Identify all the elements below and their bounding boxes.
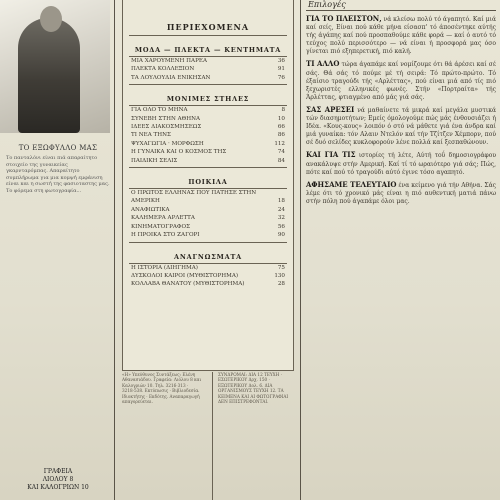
editorial-paragraph [306, 60, 496, 101]
toc-entry[interactable]: ΤΙ ΝΕΑ ΤΗΝΣ 86 [131, 132, 285, 139]
offices-address [4, 468, 112, 492]
toc-entry[interactable]: Η ΓΥΝΑΙΚΑ ΚΑΙ Ο ΚΟΣΜΟΣ ΤΗΣ 74 [131, 149, 285, 156]
cover-description: Το πανταλόνι είναι πιά απαραίτητο στοιχείο της γυναικείας γκαρνταρόμπας. Απαραίτητο συμπλήρωμα για μια κομψή εμφάνιση είναι και η σωστή της φασιοταστης μας. Το φόρεμα στη φωτογραφία... [6, 155, 110, 194]
column-divider [114, 0, 115, 500]
toc-entry[interactable]: ΠΛΕΚΤΑ ΚΟΛΛΕΞΙΟΝ 91 [131, 66, 285, 73]
paragraph-lead: ΓΙΑ ΤΟ ΠΛΕΙΣΤΟΝ, [306, 14, 382, 23]
table-of-contents [122, 0, 294, 371]
paragraph-lead: ΣΑΣ ΑΡΕΣΕΙ [306, 104, 355, 114]
toc-entry[interactable]: ΨΥΧΑΓΩΓΙΑ · ΜΟΡΦΩΣΗ 112 [131, 140, 285, 147]
imprint-details: «Η» Υπεύθυνος Συντάξεως: Ελένη Αθανασιάδου. Γραφεία: Λιόλου 8 και Καλογριών 10. Τηλ. 3216·313 · 3218·538. Εκτύπωσις · Βιβλιοδεσία. Ιδιοκτήτης · Εκδότης. Αναπαραγωγή απαγορεύεται. [122, 372, 202, 405]
column-divider [300, 0, 301, 500]
cover-photo-head [40, 6, 62, 32]
offices-line: ΛΙΟΛΟΥ 8 [42, 476, 74, 483]
imprint-divider [212, 372, 213, 500]
paragraph-lead: ΤΙ ΑΛΛΟ [306, 59, 340, 69]
editorial-paragraph [306, 106, 496, 147]
paragraph-text: νά κλείσω πολύ τό άγαπητό. Καί μιά καί σείς, Είναι πού κάθε μήνα είσασπ' τό άποσέντηκε αύτής τής άγάπης καί πού προσπαθούμε κάθε φορά — καί ό αυτό τό τεύχος πολύ περισσότερο — νά είναι ή προσφορά μας όσο γίνεται πιό εξηπερετική, πιό καλή. [306, 16, 496, 56]
toc-entry[interactable]: ΚΟΛΛΑΒΑ ΘΑΝΑΤΟΥ (ΜΥΘΙΣΤΟΡΗΜΑ) 28 [131, 281, 285, 288]
toc-entry[interactable]: ΓΙΑ ΟΛΟ ΤΟ ΜΗΝΑ 8 [131, 107, 285, 114]
paragraph-text: νά μαθαίνετε τά μικρά καί μεγάλα μυστικά τών διασημοτήτων; Εμείς όμολογούμε πώς μάς ένθουσιάζει ή Ιδέα. «Κους-κους» λοιπόν ό στό νά μάθετε γιά ένα άνδρα καί μιά γυναίκα: τόν Αλαιν Ντελόν καί τήν Τζίτζεν Χέμπορν, πού σέ δυό σελίδες κυκλοφορούν λένε πολλά καί ξεσπαθώνουν. [306, 106, 496, 147]
toc-section-rule [129, 242, 287, 243]
toc-entry[interactable]: ΙΔΕΕΣ ΔΙΑΚΟΣΜΗΣΕΩΣ 66 [131, 124, 285, 131]
cover-photo [0, 0, 110, 133]
paragraph-text: ιστορίες τή λέτε, Αύτή τοΰ δημοσιογράφου ανακάλυψε στήν Αμερική. Καί τί τό ωραιότερο γιά σάς; Πώς, πότε καί πού τό τραγούδι αύτό έγινε τόσο αγαπητό. [306, 152, 496, 176]
toc-section-heading: ΠΟΙΚΙΛΑ [129, 178, 287, 189]
imprint-area [122, 372, 292, 500]
paragraph-lead: ΚΑΙ ΓΙΑ ΤΙΣ [306, 150, 356, 160]
editorial-title: Επιλογές [308, 0, 346, 9]
offices-line: ΚΑΙ ΚΑΛΟΓΡΙΩΝ 10 [27, 484, 89, 491]
toc-section-rule [129, 167, 287, 168]
subscription-details: ΣΥΝΔΡΟΜΑΙ: ΔΙΑ 12 ΤΕΥΧΗ · ΕΣΩΤΕΡΙΚΟΥ Δρχ. 150 · ΕΞΩΤΕΡΙΚΟΥ Δολ. 6. ΔΙΑ ΟΡΓΑΝΙΣΜΟΥΣ ΤΕΥΧΗ 12. ΤΑ ΚΕΙΜΕΝΑ ΚΑΙ ΑΙ ΦΩΤΟΓΡΑΦΙΑΙ ΔΕΝ ΕΠΙΣΤΡΕΦΟΝΤΑΙ. [218, 372, 288, 405]
toc-entry[interactable]: ΑΜΕΡΙΚΗ 18 [131, 198, 285, 205]
toc-entry[interactable]: ΣΥΝΕΒΗ ΣΤΗΝ ΑΘΗΝΑ 10 [131, 115, 285, 122]
toc-entry[interactable]: ΑΝΑΦΙΩΤΙΚΑ 24 [131, 206, 285, 213]
toc-title: ΠΕΡΙΕΧΟΜΕΝΑ [166, 22, 250, 32]
toc-section-heading: ΜΟΔΑ — ΠΛΕΚΤΑ — ΚΕΝΤΗΜΑΤΑ [129, 46, 287, 57]
toc-entry[interactable]: ΔΥΣΚΟΛΟΙ ΚΑΙΡΟΙ (ΜΥΘΙΣΤΟΡΗΜΑ) 130 [131, 272, 285, 279]
toc-section-rule [129, 84, 287, 85]
editorial-paragraph [306, 151, 496, 176]
paragraph-lead: ΑΦΗΣΑΜΕ ΤΕΛΕΥΤΑΙΟ [306, 179, 397, 189]
toc-entry[interactable]: ΚΑΛΗΜΕΡΑ ΑΡΛΕΤΤΑ 32 [131, 215, 285, 222]
toc-entry[interactable]: Ο ΠΡΩΤΟΣ ΕΛΛΗΝΑΣ ΠΟΥ ΠΑΤΗΣΕ ΣΤΗΝ [131, 190, 257, 197]
cover-caption: ΤΟ ΕΞΩΦΥΛΛΟ ΜΑΣ [18, 144, 98, 152]
editorial-paragraph [306, 15, 496, 56]
toc-section-readings [129, 253, 287, 289]
toc-entry[interactable]: ΜΙΑ ΧΑΡΟΥΜΕΝΗ ΠΑΡΕΑ 36 [131, 58, 285, 64]
cover-photo-figure [18, 18, 80, 133]
toc-section-misc [129, 178, 287, 242]
editorial-column [306, 0, 496, 500]
offices-line: ΓΡΑΦΕΙΑ [43, 468, 73, 475]
toc-section-fashion [129, 46, 287, 85]
toc-entry[interactable]: Η ΠΡΟΙΚΑ ΣΤΟ ΖΑΓΟΡΙ 90 [131, 232, 285, 239]
toc-section-columns [129, 95, 287, 168]
toc-title-rule [129, 35, 287, 36]
editorial-paragraph [306, 181, 496, 206]
editorial-title-rule [306, 10, 496, 11]
toc-entry[interactable]: ΚΙΝΗΜΑΤΟΓΡΑΦΟΣ 56 [131, 223, 285, 230]
paragraph-text: ένα κείμενο γιά τήν Αθήνα. Σάς λέμε ότι τό χρονικό μάς είναι η πιό αυθεντική ματιά πάνω στήν πόλη πού άγαπάμε όλοι μας. [306, 181, 496, 205]
paragraph-text: τώρα άγαπάμε καί νομίζουμε ότι θά άρέσει καί σέ σάς. Θά σάς τό πούμε μέ τή σειρά: Τό πρώτο-πρώτο. Τό έξαίσιο τραγούδι τής «Αρλέττας», πού είναι μιά από τίς πιό ξεχωριστές ελληνικές φωνές. Στήν «Πορτραίτα» τής Άρλέττας, φτιαγμένο από μάς γιά σάς. [306, 61, 497, 101]
toc-entry[interactable]: ΤΑ ΛΟΥΛΟΥΔΙΑ ΕΝΙΚΗΣΑΝ 76 [131, 74, 285, 81]
toc-section-heading: ΜΟΝΙΜΕΣ ΣΤΗΛΕΣ [129, 95, 287, 106]
toc-entry[interactable]: ΠΑΙΔΙΚΗ ΣΕΛΙΣ 84 [131, 157, 285, 164]
toc-section-heading: ΑΝΑΓΝΩΣΜΑΤΑ [129, 253, 287, 264]
toc-entry[interactable]: Η ΙΣΤΟΡΙΑ (ΔΙΗΓΗΜΑ) 75 [131, 264, 285, 271]
